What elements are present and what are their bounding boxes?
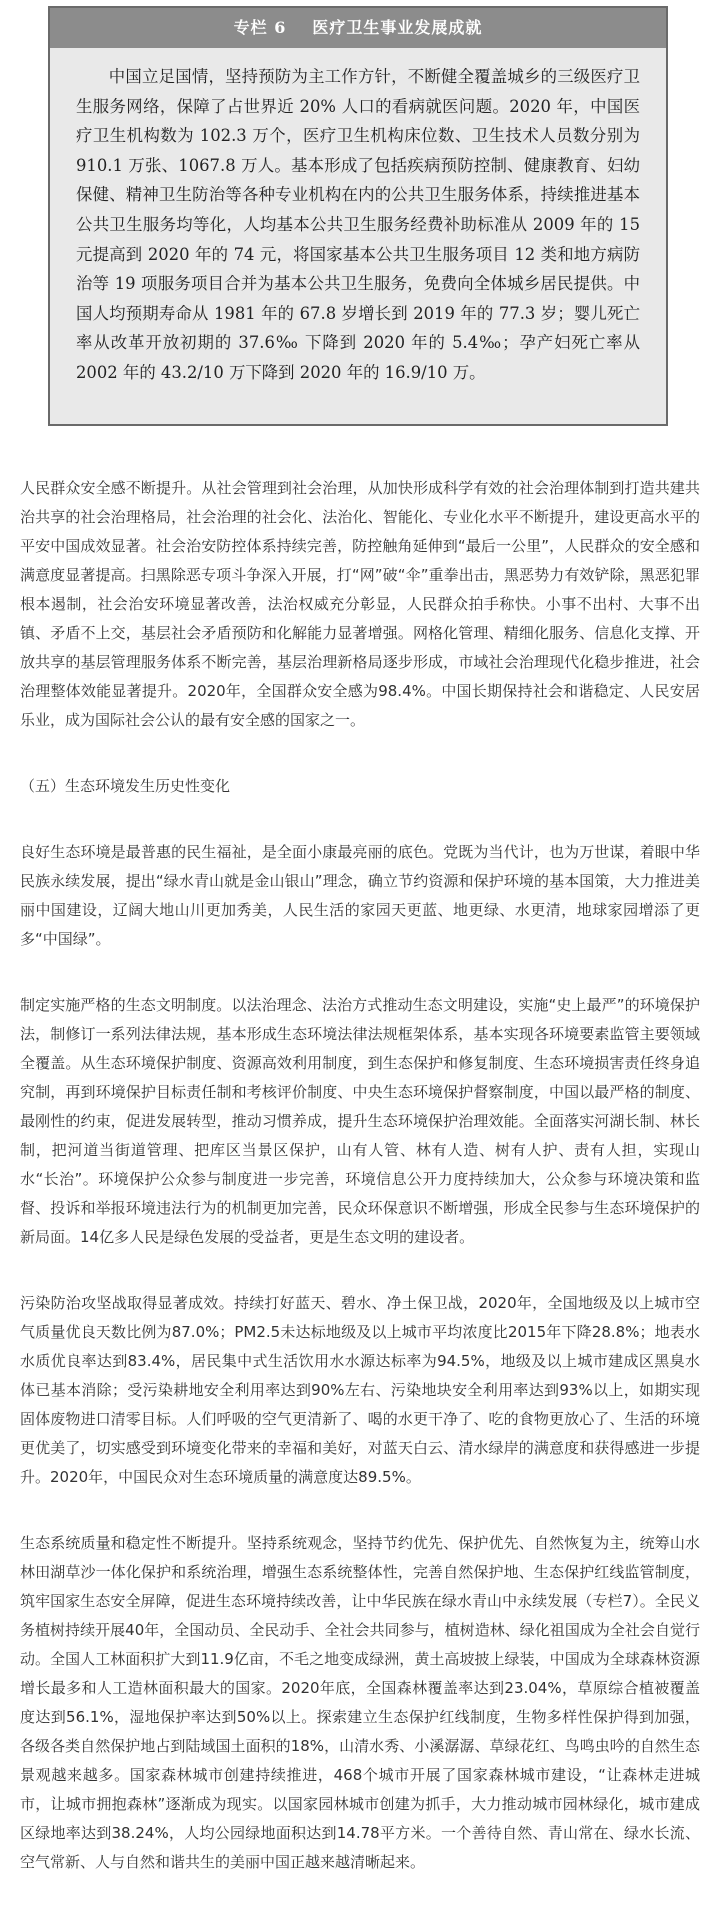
paragraph-ecosystem-quality: 生态系统质量和稳定性不断提升。坚持系统观念，坚持节约优先、保护优先、自然恢复为主，统筹山水林田湖草沙一体化保护和系统治理，增强生态系统整体性，完善自然保护地、生态保护红线监管制度，筑牢国家生态安全屏障，促进生态环境持续改善，让中华民族在绿水青山中永续发展（专栏7）。全民义务植树持续开展40年，全国动员、全民动手、全社会共同参与，植树造林、绿化祖国成为全社会自觉行动。全国人工林面积扩大到11.9亿亩，不毛之地变成绿洲，黄土高坡披上绿装，中国成为全球森林资源增长最多和人工造林面积最大的国家。2020年底，全国森林覆盖率达到23.04%，草原综合植被覆盖度达到56.1%，湿地保护率达到50%以上。探索建立生态保护红线制度，生物多样性保护得到加强，各级各类自然保护地占到陆域国土面积的18%，山清水秀、小溪潺潺、草绿花红、鸟鸣虫吟的自然生态景观越来越多。国家森林城市创建持续推进，468个城市开展了国家森林城市建设，“让森林走进城市，让城市拥抱森林”逐渐成为现实。以国家园林城市创建为抓手，大力推动城市园林绿化，城市建成区绿地率达到38.24%，人均公园绿地面积达到14.78平方米。一个善待自然、青山常在、绿水长流、空气常新、人与自然和谐共生的美丽中国正越来越清晰起来。	[20, 1534, 700, 1871]
section-heading: （五）生态环境发生历史性变化	[20, 777, 231, 795]
sidebar-number: 专栏 6	[233, 18, 287, 37]
paragraph-public-security: 人民群众安全感不断提升。从社会管理到社会治理，从加快形成科学有效的社会治理体制到打造共建共治共享的社会治理格局，社会治理的社会化、法治化、智能化、专业化水平不断提升，建设更高水平的平安中国成效显著。社会治安防控体系持续完善，防控触角延伸到“最后一公里”，人民群众的安全感和满意度显著提高。扫黑除恶专项斗争深入开展，打“网”破“伞”重拳出击，黑恶势力有效铲除，黑恶犯罪根本遏制，社会治安环境显著改善，法治权威充分彰显，人民群众拍手称快。小事不出村、大事不出镇、矛盾不上交，基层社会矛盾预防和化解能力显著增强。网格化管理、精细化服务、信息化支撑、开放共享的基层管理服务体系不断完善，基层治理新格局逐步形成，市域社会治理现代化稳步推进，社会治理整体效能显著提升。2020年，全国群众安全感为98.4%。中国长期保持社会和谐稳定、人民安居乐业，成为国际社会公认的最有安全感的国家之一。	[20, 479, 700, 729]
paragraph-pollution-control: 污染防治攻坚战取得显著成效。持续打好蓝天、碧水、净土保卫战，2020年，全国地级及以上城市空气质量优良天数比例为87.0%；PM2.5未达标地级及以上城市平均浓度比2015年下降28.8%；地表水水质优良率达到83.4%，居民集中式生活饮用水水源达标率为94.5%，地级及以上城市建成区黑臭水体已基本消除；受污染耕地安全利用率达到90%左右、污染地块安全利用率达到93%以上，如期实现固体废物进口清零目标。人们呼吸的空气更清新了、喝的水更干净了、吃的食物更放心了、生活的环境更优美了，切实感受到环境变化带来的幸福和美好，对蓝天白云、清水绿岸的满意度和获得感进一步提升。2020年，中国民众对生态环境质量的满意度达89.5%。	[20, 1294, 700, 1486]
paragraph-eco-system: 制定实施严格的生态文明制度。以法治理念、法治方式推动生态文明建设，实施“史上最严”的环境保护法，制修订一系列法律法规，基本形成生态环境法律法规框架体系，基本实现各环境要素监管主要领域全覆盖。从生态环境保护制度、资源高效利用制度，到生态保护和修复制度、生态环境损害责任终身追究制，再到环境保护目标责任制和考核评价制度、中央生态环境保护督察制度，中国以最严格的制度、最刚性的约束，促进发展转型，推动习惯养成，提升生态环境保护治理效能。全面落实河湖长制、林长制，把河道当街道管理、把库区当景区保护，山有人管、林有人造、树有人护、责有人担，实现山水“长治”。环境保护公众参与制度进一步完善，环境信息公开力度持续加大，公众参与环境决策和监督、投诉和举报环境违法行为的机制更加完善，民众环保意识不断增强，形成全民参与生态环境保护的新局面。14亿多人民是绿色发展的受益者，更是生态文明的建设者。	[20, 996, 700, 1246]
article-body	[20, 474, 700, 1914]
paragraph-ecology-intro: 良好生态环境是最普惠的民生福祉，是全面小康最亮丽的底色。党既为当代计，也为万世谋，着眼中华民族永续发展，提出“绿水青山就是金山银山”理念，确立节约资源和保护环境的基本国策，大力推进美丽中国建设，辽阔大地山川更加秀美，人民生活的家园天更蓝、地更绿、水更清，地球家园增添了更多“中国绿”。	[20, 843, 700, 948]
sidebar-title: 医疗卫生事业发展成就	[312, 18, 483, 37]
sidebar-header	[50, 8, 666, 48]
sidebar-body: 中国立足国情，坚持预防为主工作方针，不断健全覆盖城乡的三级医疗卫生服务网络，保障了占世界近 20% 人口的看病就医问题。2020 年，中国医疗卫生机构数为 102.3 万个，医疗卫生机构床位数、卫生技术人员数分别为 910.1 万张、1067.8 万人。基本形成了包括疾病预防控制、健康教育、妇幼保健、精神卫生防治等各种专业机构在内的公共卫生服务体系，持续推进基本公共卫生服务均等化，人均基本公共卫生服务经费补助标准从 2009 年的 15 元提高到 2020 年的 74 元，将国家基本公共卫生服务项目 12 类和地方病防治等 19 项服务项目合并为基本公共卫生服务，免费向全体城乡居民提供。中国人均预期寿命从 1981 年的 67.8 岁增长到 2019 年的 77.3 岁；婴儿死亡率从改革开放初期的 37.6‰ 下降到 2020 年的 5.4‰；孕产妇死亡率从 2002 年的 43.2/10 万下降到 2020 年的 16.9/10 万。	[76, 67, 640, 382]
sidebar-box	[48, 6, 668, 426]
